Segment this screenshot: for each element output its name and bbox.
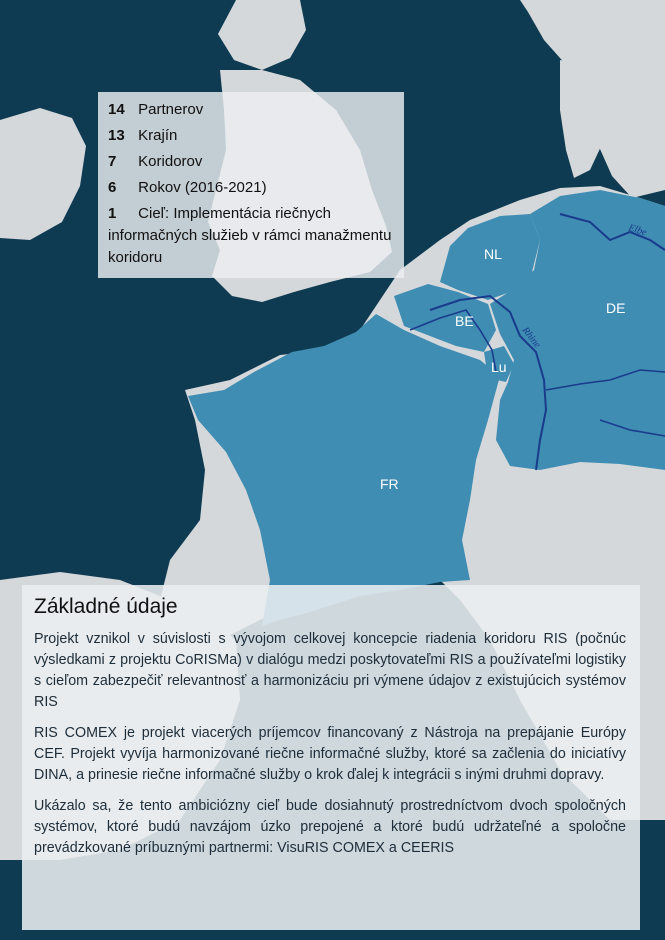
stat-partners (108, 97, 394, 123)
label-nl: NL (484, 246, 502, 262)
label-elbe: Elbe (627, 222, 648, 239)
stat-label: Partnerov (138, 101, 204, 118)
stat-label: Krajín (138, 127, 178, 144)
stat-label: Koridorov (138, 153, 203, 170)
label-de: DE (606, 300, 626, 316)
stat-years (108, 175, 394, 201)
info-paragraph-1: Projekt vznikol v súvislosti s vývojom celkovej koncepcie riadenia koridoru RIS (počnúc výsledkami z projektu CoRISMa) v dialógu medzi poskytovateľmi RIS a používateľmi logistiky s cieľom zabezpečiť relevantnosť a harmonizáciu pri výmene údajov z existujúcich systémov RIS (34, 631, 626, 710)
stat-number: 7 (108, 153, 117, 170)
label-be: BE (455, 313, 474, 329)
label-fr: FR (380, 476, 399, 492)
stat-label: Rokov (2016-2021) (138, 179, 267, 196)
basic-info-box (22, 585, 640, 930)
stat-goal (108, 203, 394, 269)
label-lu: Lu (491, 359, 507, 375)
project-stats-box (98, 92, 404, 278)
stat-number: 1 (108, 205, 117, 222)
stat-number: 6 (108, 179, 117, 196)
info-title: Základné údaje (34, 595, 178, 618)
info-paragraph-2: RIS COMEX je projekt viacerých príjemcov financovaný z Nástroja na prepájanie Európy CEF. Projekt vyvíja harmonizované riečne informačné služby, ktoré sa začlenia do iniciatívy DINA, a prinesie riečne informačné služby o krok ďalej k integrácii s inými druhmi dopravy. (34, 725, 626, 783)
info-paragraph-3: Ukázalo sa, že tento ambiciózny cieľ bude dosiahnutý prostredníctvom dvoch spoločných systémov, ktoré budú navzájom úzko prepojené a ktoré budú udržateľné a spoločne prevádzkované príbuznými partnermi: VisuRIS COMEX a CEERIS (34, 798, 626, 856)
stat-number: 13 (108, 127, 125, 144)
stat-countries (108, 123, 394, 149)
stat-label: Cieľ: Implementácia riečnych informačných služieb v rámci manažmentu koridoru (108, 205, 392, 266)
stat-corridors (108, 149, 394, 175)
stat-number: 14 (108, 101, 125, 118)
label-rhine: Rhine (519, 325, 543, 351)
